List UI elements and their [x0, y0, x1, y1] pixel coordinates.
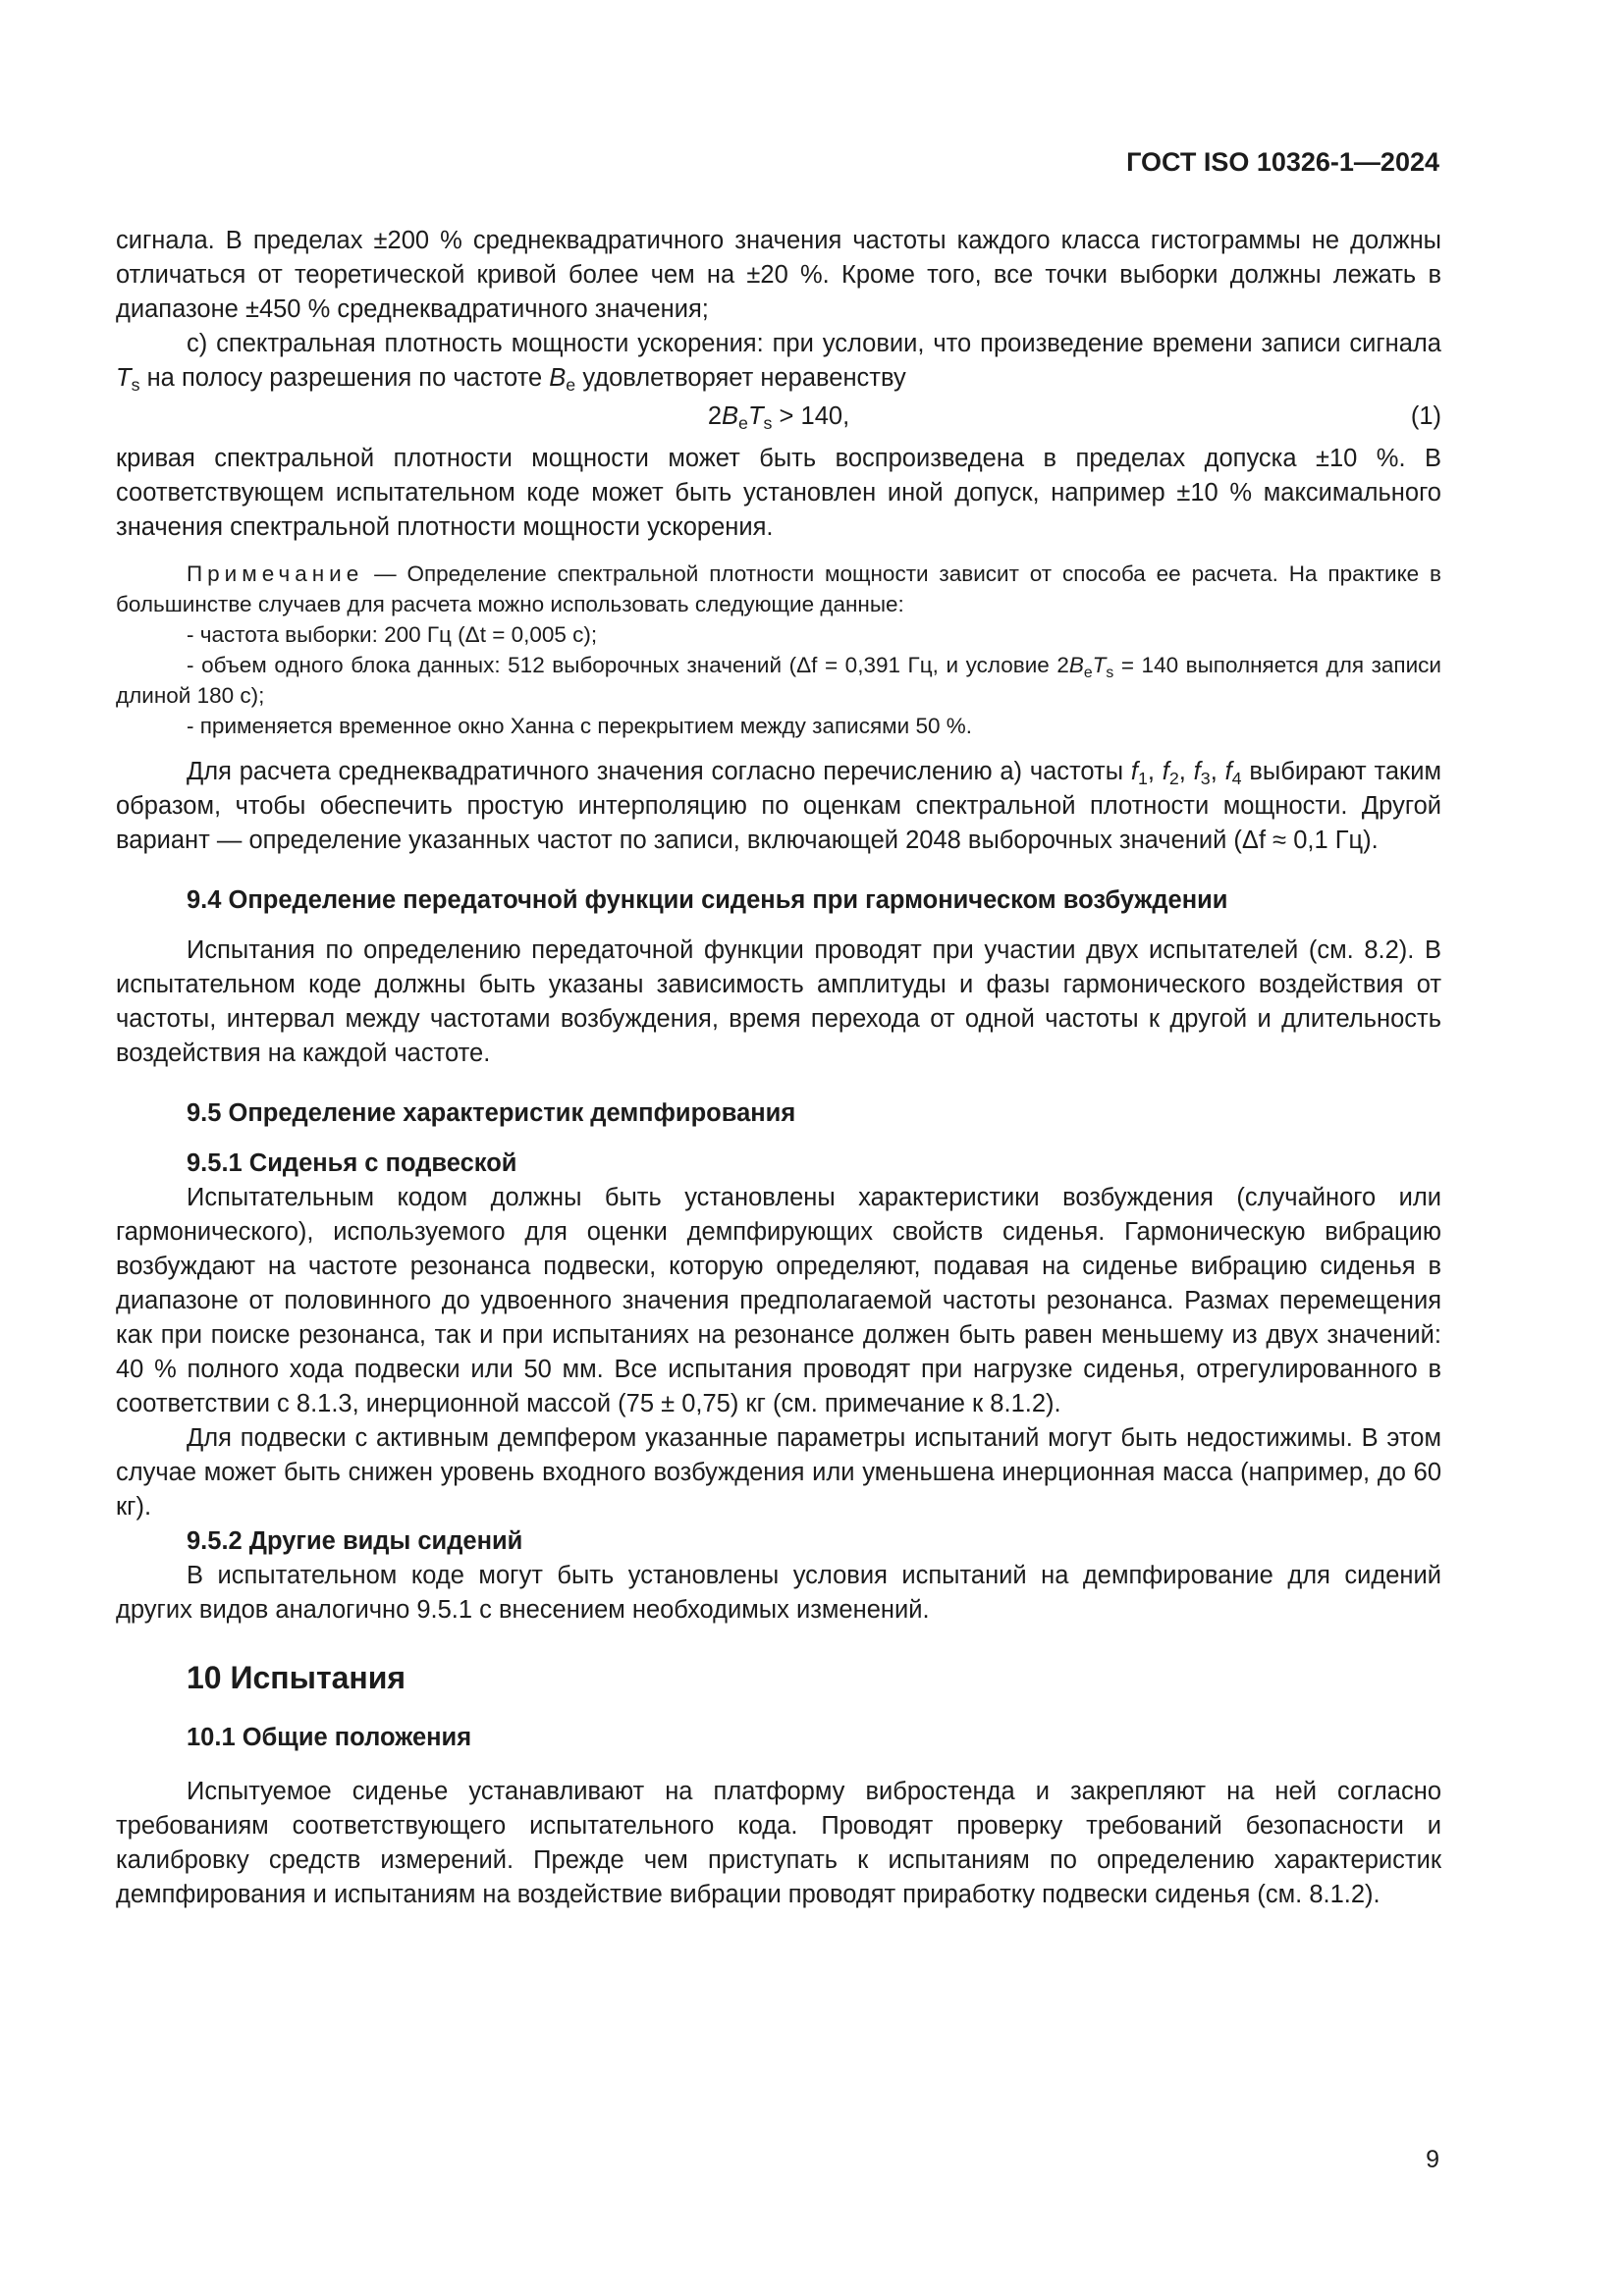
note-item-1: - частота выборки: 200 Гц (Δt = 0,005 с);	[187, 622, 598, 647]
equation-number: (1)	[1410, 402, 1441, 430]
note-label: Примечание	[187, 561, 364, 586]
section-heading-9-5-2: 9.5.2 Другие виды сидений	[187, 1527, 523, 1555]
section-9-5-1-text: Испытательным кодом должны быть установлены характеристики возбуждения (случайного или гармонического), используемого для оценки демпфирующих свойств сиденья. Гармоническую вибрацию возбуждают на частоте резонанса подвески, которую определяют, подавая на сиденье вибрацию сиденья в диапазоне от половинного до удвоенного значения предполагаемой частоты резонанса. Размах перемещения как при поиске резонанса, так и при испытаниях на резонансе должен быть равен меньшему из двух значений: 40 % полного хода подвески или 50 мм. Все испытания проводят при нагрузке сиденья, отрегулированного в соответствии с 8.1.3, инерционной массой (75 ± 0,75) кг (см. примечание к 8.1.2).	[116, 1184, 1441, 1417]
note-item-3: - применяется временное окно Ханна с перекрытием между записями 50 %.	[187, 714, 972, 738]
page-number: 9	[1426, 2146, 1439, 2173]
document-body	[116, 224, 1441, 1912]
list-item-c: с) спектральная плотность мощности ускорения: при условии, что произведение времени записи сигнала $T_s$ на полосу разрешения по частоте $B_e$ удовлетворяет неравенству	[116, 330, 1441, 395]
section-9-4-text: Испытания по определению передаточной функции проводят при участии двух испытателей (см. 8.2). В испытательном коде должны быть указаны зависимость амплитуды и фазы гармонического воздействия от частоты, интервал между частотами возбуждения, время перехода от одной частоты к другой и длительность воздействия на каждой частоте.	[116, 936, 1441, 1067]
section-9-5-1-text-2: Для подвески с активным демпфером указанные параметры испытаний могут быть недостижимы. В этом случае может быть снижен уровень входного возбуждения или уменьшена инерционная масса (например, до 60 кг).	[116, 1424, 1441, 1521]
paragraph-rms: Для расчета среднеквадратичного значения согласно перечислению а) частоты $f_1$, $f_2$, $f_3$, $f_4$ выбирают таким образом, чтобы обеспечить простую интерполяцию по оценкам спектральной плотности мощности. Другой вариант — определение указанных частот по записи, включающей 2048 выборочных значений (Δf ≈ 0,1 Гц).	[116, 758, 1441, 854]
list-item-label: с)	[187, 330, 208, 357]
section-heading-10-1: 10.1 Общие положения	[187, 1724, 472, 1751]
paragraph-tolerance: кривая спектральной плотности мощности может быть воспроизведена в пределах допуска ±10 %. В соответствующем испытательном коде может быть установлен иной допуск, например ±10 % максимального значения спектральной плотности мощности ускорения.	[116, 445, 1441, 541]
equation-1	[116, 400, 1441, 434]
section-heading-10: 10 Испытания	[187, 1660, 406, 1695]
section-9-5-2-text: В испытательном коде могут быть установлены условия испытаний на демпфирование для сидений других видов аналогично 9.5.1 с внесением необходимых изменений.	[116, 1562, 1441, 1624]
note-intro: Примечание — Определение спектральной плотности мощности зависит от способа ее расчета. На практике в большинстве случаев для расчета можно использовать следующие данные:	[116, 561, 1441, 616]
note-item-2: - объем одного блока данных: 512 выборочных значений (Δf = 0,391 Гц, и условие $2B_eT_s = 140$ выполняется для записи длиной 180 с);	[116, 653, 1441, 708]
paragraph-continuation: сигнала. В пределах ±200 % среднеквадратичного значения частоты каждого класса гистограммы не должны отличаться от теоретической кривой более чем на ±20 %. Кроме того, все точки выборки должны лежать в диапазоне ±450 % среднеквадратичного значения;	[116, 227, 1441, 323]
section-heading-9-5-1: 9.5.1 Сиденья с подвеской	[187, 1149, 517, 1177]
note-block	[116, 559, 1441, 741]
equation-expression: $2B_eT_s > 140$,	[707, 402, 850, 433]
section-heading-9-5: 9.5 Определение характеристик демпфирования	[187, 1099, 796, 1127]
doc-code-header: ГОСТ ISO 10326-1—2024	[1126, 147, 1439, 177]
section-10-1-text: Испытуемое сиденье устанавливают на платформу вибростенда и закрепляют на ней согласно требованиям соответствующего испытательного кода. Проводят проверку требований безопасности и калибровку средств измерений. Прежде чем приступать к испытаниям по определению характеристик демпфирования и испытаниям на воздействие вибрации проводят приработку подвески сиденья (см. 8.1.2).	[116, 1778, 1441, 1908]
section-heading-9-4: 9.4 Определение передаточной функции сиденья при гармоническом возбуждении	[187, 886, 1228, 914]
